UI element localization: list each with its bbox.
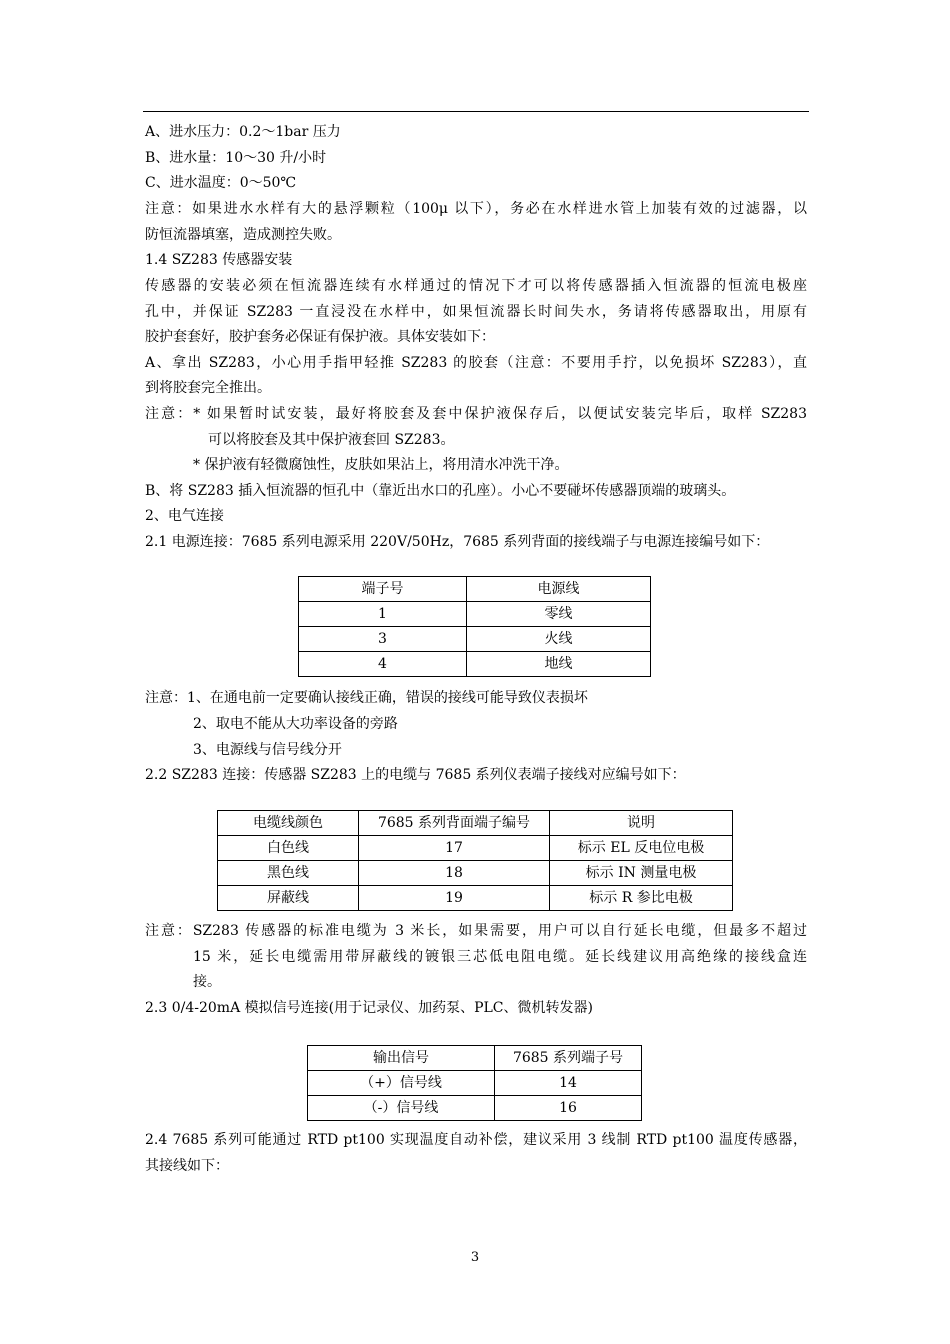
table-cell: 17: [359, 836, 550, 861]
note-power-line-3: 3、电源线与信号线分开: [193, 742, 342, 758]
section-2-4-line-2: 其接线如下：: [145, 1158, 229, 1174]
table-cell: 1: [299, 602, 467, 627]
note-trial-line-1: 注意：* 如果暂时试安装，最好将胶套及套中保护液保存后，以便试安装完毕后，取样 SZ283: [145, 406, 807, 422]
table-row: [308, 1096, 642, 1121]
step-b-line: B、将 SZ283 插入恒流器的恒孔中（靠近出水口的孔座）。小心不要碰坏传感器顶端的玻璃头。: [145, 483, 736, 499]
table-row: [299, 627, 651, 652]
section-2-heading: 2、电气连接: [145, 508, 224, 524]
note-cable-line-3: 接。: [193, 974, 221, 990]
table-cell: 16: [495, 1096, 642, 1121]
table-header-cell: 端子号: [299, 577, 467, 602]
table-cell: 标示 EL 反电位电极: [550, 836, 733, 861]
table-row: [299, 652, 651, 677]
table-cell: 标示 R 参比电极: [550, 886, 733, 911]
install-para-line-1: 传感器的安装必须在恒流器连续有水样通过的情况下才可以将传感器插入恒流器的恒流电极座: [145, 278, 807, 294]
table-row: [218, 886, 733, 911]
table-header-cell: 电缆线颜色: [218, 811, 359, 836]
power-terminal-table: [298, 576, 651, 677]
table-header-row: [299, 577, 651, 602]
water-temp-line: C、进水温度：0～50℃: [145, 175, 297, 191]
note-cable-line-1: 注意：SZ283 传感器的标准电缆为 3 米长，如果需要，用户可以自行延长电缆，但最多不超过: [145, 923, 807, 939]
table-cell: 19: [359, 886, 550, 911]
section-1-4-heading: 1.4 SZ283 传感器安装: [145, 252, 293, 268]
table-row: [308, 1071, 642, 1096]
note-filter-line-1: 注意：如果进水水样有大的悬浮颗粒（100μ 以下），务必在水样进水管上加装有效的过滤器，以: [145, 201, 807, 217]
table-header-cell: 7685 系列端子号: [495, 1046, 642, 1071]
table-row: [218, 836, 733, 861]
table-cell: 火线: [467, 627, 651, 652]
table-row: [299, 602, 651, 627]
table-cell: 白色线: [218, 836, 359, 861]
section-2-4-line-1: 2.4 7685 系列可能通过 RTD pt100 实现温度自动补偿，建议采用 3 线制 RTD pt100 温度传感器，: [145, 1132, 807, 1148]
note-cable-line-2: 15 米，延长电缆需用带屏蔽线的镀银三芯低电阻电缆。延长线建议用高绝缘的接线盒连: [193, 949, 807, 965]
table-cell: 4: [299, 652, 467, 677]
page-number: 3: [470, 1250, 480, 1265]
water-flow-line: B、进水量：10～30 升/小时: [145, 150, 327, 166]
table-header-cell: 7685 系列背面端子编号: [359, 811, 550, 836]
table-header-row: [218, 811, 733, 836]
table-cell: 地线: [467, 652, 651, 677]
table-cell: （+）信号线: [308, 1071, 495, 1096]
water-pressure-line: A、进水压力：0.2～1bar 压力: [145, 124, 341, 140]
install-para-line-3: 胶护套套好，胶护套务必保证有保护液。具体安装如下：: [145, 329, 495, 345]
table-header-cell: 电源线: [467, 577, 651, 602]
table-cell: （-）信号线: [308, 1096, 495, 1121]
table-cell: 零线: [467, 602, 651, 627]
note-filter-line-2: 防恒流器填塞，造成测控失败。: [145, 227, 341, 243]
table-row: [218, 861, 733, 886]
note-trial-line-2: 可以将胶套及其中保护液套回 SZ283。: [208, 432, 455, 448]
table-cell: 18: [359, 861, 550, 886]
section-2-2-line: 2.2 SZ283 连接：传感器 SZ283 上的电缆与 7685 系列仪表端子接线对应编号如下：: [145, 767, 686, 783]
section-2-1-line: 2.1 电源连接：7685 系列电源采用 220V/50Hz，7685 系列背面的接线端子与电源连接编号如下：: [145, 534, 770, 550]
note-power-line-1: 注意：1、在通电前一定要确认接线正确，错误的接线可能导致仪表损坏: [145, 690, 588, 706]
table-cell: 3: [299, 627, 467, 652]
table-header-cell: 输出信号: [308, 1046, 495, 1071]
signal-terminal-table: [307, 1045, 642, 1121]
note-power-line-2: 2、取电不能从大功率设备的旁路: [193, 716, 398, 732]
note-corrosive-line: * 保护液有轻微腐蚀性，皮肤如果沾上，将用清水冲洗干净。: [193, 457, 569, 473]
step-a-line-1: A、拿出 SZ283，小心用手指甲轻推 SZ283 的胶套（注意：不要用手拧，以免损坏 SZ283），直: [145, 355, 807, 371]
table-header-row: [308, 1046, 642, 1071]
install-para-line-2: 孔中，并保证 SZ283 一直浸没在水样中，如果恒流器长时间失水，务请将传感器取出，用原有: [145, 304, 807, 320]
table-cell: 屏蔽线: [218, 886, 359, 911]
table-cell: 黑色线: [218, 861, 359, 886]
header-rule: [143, 111, 809, 112]
section-2-3-line: 2.3 0/4-20mA 模拟信号连接(用于记录仪、加药泵、PLC、微机转发器): [145, 1000, 593, 1016]
table-header-cell: 说明: [550, 811, 733, 836]
step-a-line-2: 到将胶套完全推出。: [145, 380, 271, 396]
table-cell: 14: [495, 1071, 642, 1096]
table-cell: 标示 IN 测量电极: [550, 861, 733, 886]
cable-terminal-table: [217, 810, 733, 911]
